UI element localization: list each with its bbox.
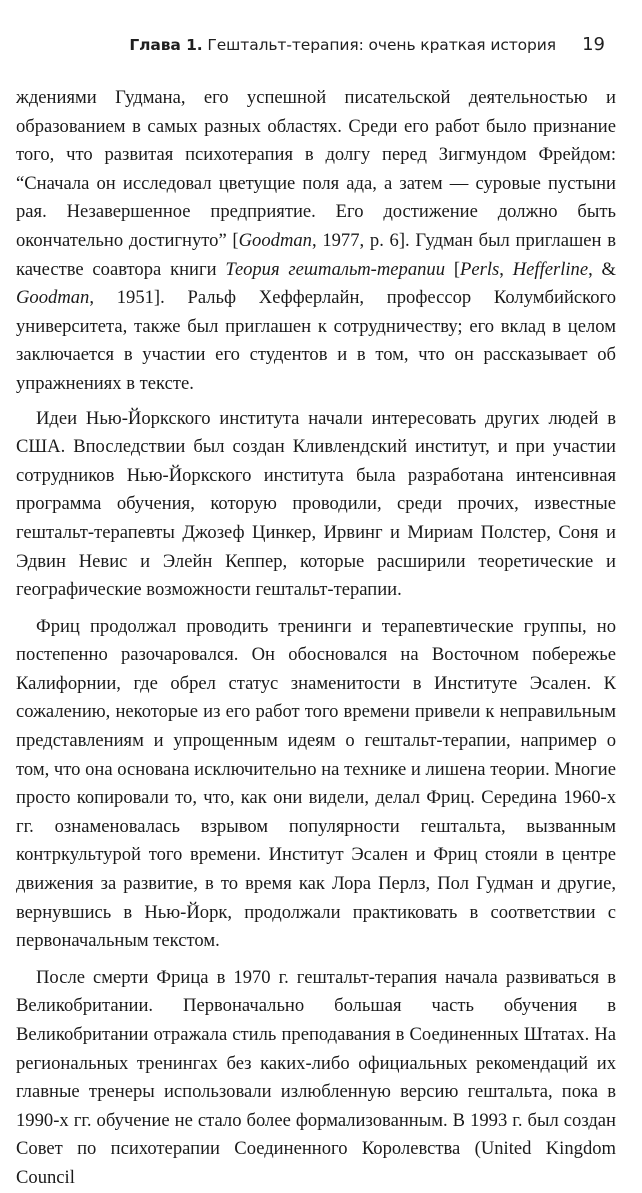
- text-run: [: [445, 258, 461, 280]
- paragraph-4: [16, 964, 616, 1193]
- text-run: После смерти Фрица в 1970 г. гештальт-терапия начала развиваться в Великобритании. Первоначально большая часть обучения в Великобритании отражала стиль преподавания в Соединенных Штатах. На региональных тренингах без каких-либо официальных рекомендаций их главные тренеры использовали излюбленную версию гештальта, пока в 1990-х гг. обучение не стало более формализованным. В 1993 г. был создан Совет по психотерапии Соединенного Королевства (United Kingdom Council: [16, 966, 616, 1188]
- text-run: ждениями Гудмана, его успешной писательской деятельностью и образованием в самых разных областях. Среди его работ было признание того, что развитая психотерапия в долгу перед Зигмундом Фрейдом: “Сначала он исследовал цветущие поля ада, а затем — суровые пустыни рая. Незавершенное предприятие. Его достижение должно быть окончательно достигнуто” [: [16, 87, 616, 251]
- paragraph-2: [16, 405, 616, 605]
- text-run: , 1951]. Ральф Хефферлайн, профессор Колумбийского университета, также был приглашен к сотрудничеству; его вклад в целом заключается в участии его студентов и в том, что он рассказывает об упражнениях в тексте.: [16, 287, 616, 394]
- paragraph-3: [16, 613, 616, 956]
- italic-text-run: Perls: [460, 258, 500, 280]
- italic-text-run: Goodman: [16, 287, 90, 309]
- italic-text-run: Теория гештальт-терапии: [225, 258, 446, 280]
- italic-text-run: Goodman: [238, 229, 312, 251]
- italic-text-run: Hefferline: [512, 258, 589, 280]
- chapter-title: Гештальт-терапия: очень краткая история: [207, 36, 556, 54]
- running-header: [0, 34, 642, 60]
- paragraph-1: [16, 84, 616, 399]
- text-run: ,: [499, 258, 513, 280]
- body-text: [16, 84, 616, 1193]
- text-run: , &: [588, 258, 617, 280]
- chapter-heading: [129, 36, 556, 54]
- text-run: Фриц продолжал проводить тренинги и терапевтические группы, но постепенно разочаровался. Он обосновался на Восточном побережье Калифорнии, где обрел статус знаменитости в Институте Эсален. К сожалению, некоторые из его работ того времени привели к неправильным представлениям и упрощенным идеям о гештальт-терапии, например о том, что она основана исключительно на технике и лишена теории. Многие просто копировали то, что, как они видели, делал Фриц. Середина 1960-х гг. ознаменовалась взрывом популярности гештальта, вызванным контркультурой того времени. Институт Эсален и Фриц стояли в центре движения за развитие, в то время как Лора Перлз, Пол Гудман и другие, вернувшись в Нью-Йорк, продолжали практиковать в соответствии с первоначальным текстом.: [16, 615, 616, 952]
- page-number: 19: [582, 34, 605, 55]
- text-run: , 1977, p. 6]. Гудман был приглашен в качестве соавтора книги: [16, 229, 616, 280]
- chapter-label: Глава 1.: [129, 36, 203, 54]
- text-run: Идеи Нью-Йоркского института начали интересовать других людей в США. Впоследствии был создан Кливлендский институт, и при участии сотрудников Нью-Йоркского института была разработана интенсивная программа обучения, которую проводили, среди прочих, известные гештальт-терапевты Джозеф Цинкер, Ирвинг и Мириам Полстер, Соня и Эдвин Невис и Элейн Кеппер, которые расширили теоретические и географические возможности гештальт-терапии.: [16, 407, 616, 601]
